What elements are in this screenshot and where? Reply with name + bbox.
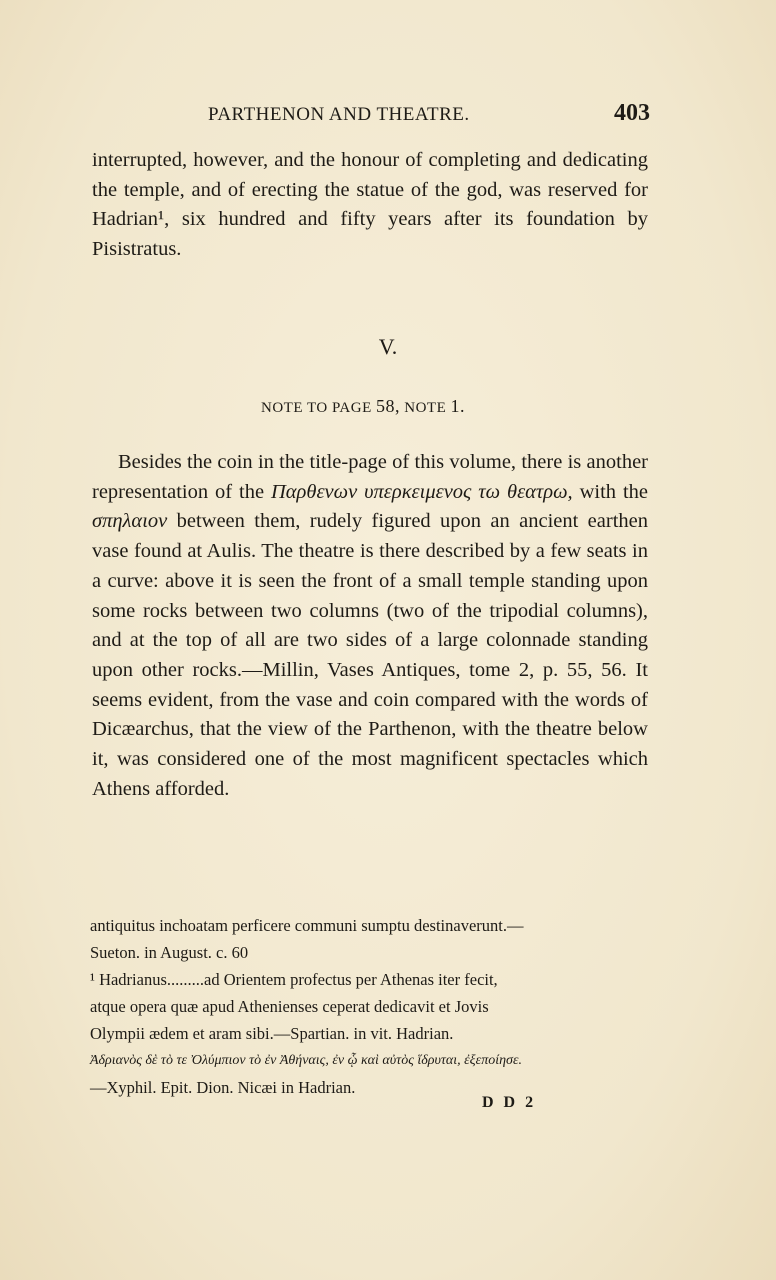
note-text-3: between them, rudely figured upon an ancient earthen vase found at Aulis. The theatre is there described by a few seats in a curve: above it is seen the front of a small temple standing upon some rocks between two columns (two of the tripodial columns), and at the top of all are two sides of a large colonnade standing upon other rocks.—Millin, Vases Antiques, tome 2, p. 55, 56. It seems evident, from the vase and coin compared with the words of Dicæarchus, that the view of the Parthenon, with the theatre below it, was considered one of the most magnificent spectacles which Athens afforded. [92, 510, 649, 800]
note-label: NOTE TO PAGE [261, 400, 372, 416]
footnote-line: Sueton. in August. c. 60 [90, 943, 249, 962]
footnote-line: antiquitus inchoatam perficere communi sumptu destinaverunt.— [90, 916, 524, 935]
note-number: 1. [450, 396, 465, 416]
note-label-2: NOTE [404, 400, 447, 416]
footnote-line: ¹ Hadrianus.........ad Orientem profectus per Athenas iter fecit, [90, 970, 498, 989]
footnote-line: —Xyphil. Epit. Dion. Nicæi in Hadrian. [90, 1078, 356, 1097]
footnotes [90, 912, 650, 1101]
greek-phrase-2: σπηλαιον [92, 510, 168, 533]
signature-mark: D D 2 [482, 1094, 537, 1111]
running-head: PARTHENON AND THEATRE. [208, 104, 470, 125]
greek-phrase-1: Παρθενων υπερκειμενος τω θεατρω, [270, 480, 573, 503]
section-number: V. [378, 334, 398, 359]
note-text-2: with the [579, 480, 649, 503]
footnote-line: atque opera quæ apud Athenienses ceperat dedicavit et Jovis [90, 997, 489, 1016]
page-header [90, 100, 650, 130]
intro-paragraph: interrupted, however, and the honour of completing and dedicating the temple, and of erecting the statue of the god, was reserved for Hadrian¹, six hundred and fifty years after its foundation by Pisistratus. [92, 149, 648, 261]
note-heading [0, 396, 726, 417]
note-page: 58, [376, 396, 400, 416]
note-text-1: Besides the coin in the title-page of this volume, there is another representation of the [92, 451, 648, 503]
note-body [92, 448, 648, 804]
footnote-line: Olympii ædem et aram sibi.—Spartian. in vit. Hadrian. [90, 1024, 454, 1043]
page-number: 403 [614, 100, 650, 126]
note-paragraph [92, 448, 648, 804]
footnote-greek-line: Ἀδριανὸς δὲ τὸ τε Ὀλύμπιον τὸ ἐν Ἀθήναις, ἐν ᾧ καὶ αὐτὸς ἵδρυται, ἐξεποίησε. [90, 1053, 522, 1068]
